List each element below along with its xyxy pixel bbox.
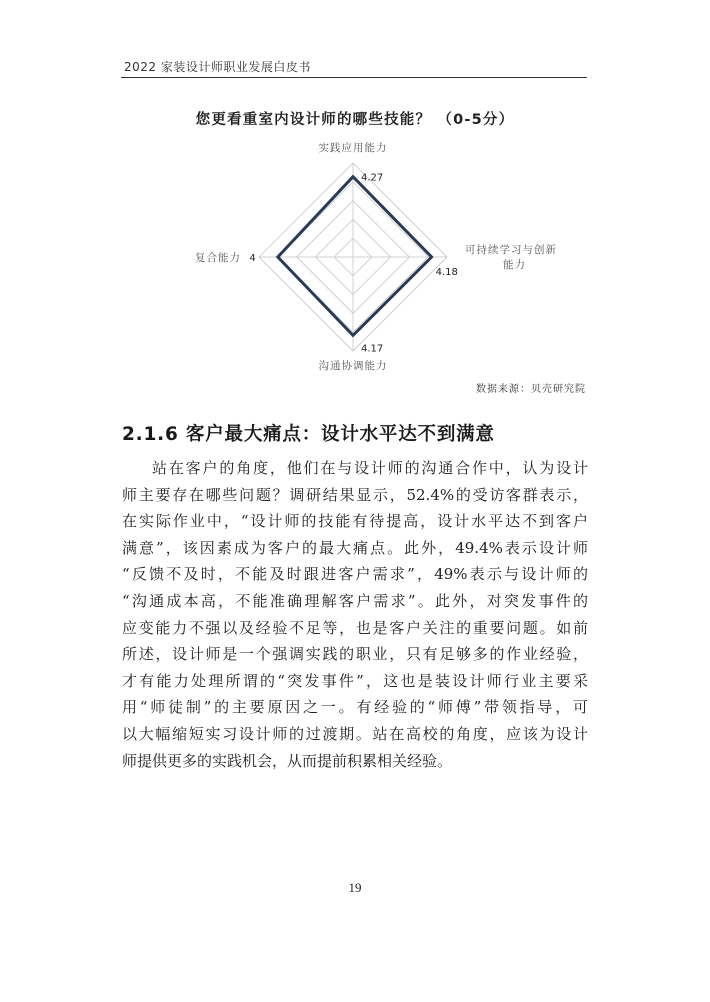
paragraph-line: “沟通成本高，不能准确理解客户需求”。此外，对突发事件的 — [122, 591, 588, 610]
paragraph-line: 满意”，该因素成为客户的最大痛点。此外，49.4%表示设计师 — [122, 538, 588, 557]
body-paragraph — [122, 455, 588, 774]
axis-label: 沟通协调能力 — [318, 360, 388, 372]
radar-chart — [180, 135, 570, 375]
chart-title: 您更看重室内设计师的哪些技能？ （0-5分） — [195, 112, 515, 128]
paragraph-line: 师提供更多的实践机会，从而提前积累相关经验。 — [122, 751, 453, 770]
value-label: 4.27 — [361, 172, 384, 184]
page-number: 19 — [348, 880, 362, 895]
value-label: 4 — [249, 253, 256, 264]
data-source: 数据来源：贝壳研究院 — [476, 384, 586, 395]
paragraph-line: 站在客户的角度，他们在与设计师的沟通合作中，认为设计 — [152, 459, 588, 477]
paragraph-line: 才有能力处理所谓的“突发事件”，这也是装设计师行业主要采 — [122, 671, 588, 690]
value-label: 4.18 — [435, 267, 458, 278]
axis-label: 复合能力 — [195, 252, 241, 264]
section-heading: 2.1.6 客户最大痛点：设计水平达不到满意 — [122, 424, 495, 445]
paragraph-line: 所述，设计师是一个强调实践的职业，只有足够多的作业经验， — [122, 645, 588, 664]
axis-label: 可持续学习与创新 — [465, 244, 557, 256]
header-divider — [121, 77, 587, 78]
paragraph-line: 用“师徒制”的主要原因之一。有经验的“师傅”带领指导，可 — [122, 698, 588, 717]
value-label: 4.17 — [361, 343, 384, 355]
radar-grid — [259, 163, 447, 351]
paragraph-line: 师主要存在哪些问题？调研结果显示，52.4%的受访客群表示， — [122, 485, 588, 504]
axis-label: 能力 — [503, 259, 526, 271]
paragraph-line: 以大幅缩短实习设计师的过渡期。站在高校的角度，应该为设计 — [122, 724, 588, 743]
paragraph-line: 应变能力不强以及经验不足等，也是客户关注的重要问题。如前 — [122, 618, 588, 637]
paragraph-line: “反馈不及时，不能及时跟进客户需求”，49%表示与设计师的 — [122, 565, 588, 584]
running-header: 2022 家装设计师职业发展白皮书 — [124, 60, 311, 74]
axis-label: 实践应用能力 — [318, 142, 388, 154]
paragraph-line: 在实际作业中，“设计师的技能有待提高，设计水平达不到客户 — [122, 512, 588, 531]
